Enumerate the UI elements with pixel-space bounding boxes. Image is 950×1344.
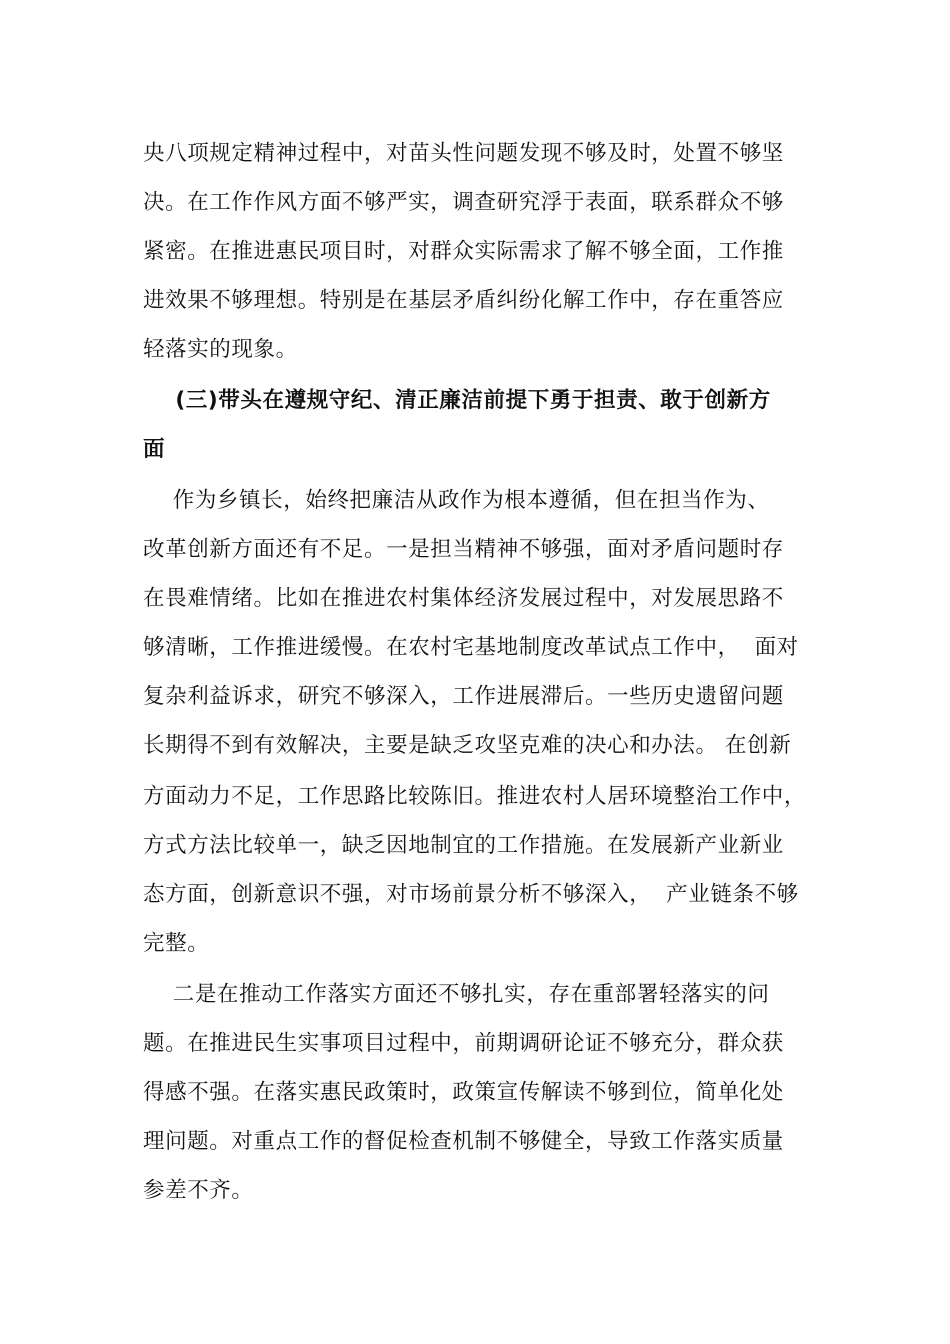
- paragraph-2-line-2: 改革创新方面还有不足。一是担当精神不够强，面对矛盾问题时存: [143, 537, 784, 562]
- paragraph-2-line-5: 复杂利益诉求，研究不够深入，工作进展滞后。一些历史遗留问题: [143, 684, 784, 709]
- paragraph-2-line-6: 长期得不到有效解决，主要是缺乏攻坚克难的决心和办法。 在创新: [143, 733, 792, 758]
- paragraph-3-line-4: 理问题。对重点工作的督促检查机制不够健全，导致工作落实质量: [143, 1129, 784, 1154]
- paragraph-3-line-2: 题。在推进民生实事项目过程中，前期调研论证不够充分，群众获: [143, 1031, 784, 1056]
- paragraph-2-line-1: 作为乡镇长，始终把廉洁从政作为根本遵循，但在担当作为、: [143, 488, 770, 513]
- paragraph-2-line-10: 完整。: [143, 931, 210, 956]
- paragraph-3-line-1: 二是在推动工作落实方面还不够扎实，存在重部署轻落实的问: [143, 982, 770, 1007]
- paragraph-1-line-5: 轻落实的现象。: [143, 337, 298, 362]
- section-heading-line-2: 面: [143, 437, 166, 462]
- paragraph-3-line-5: 参差不齐。: [143, 1178, 254, 1203]
- paragraph-2-line-4: 够清晰，工作推进缓慢。在农村宅基地制度改革试点工作中， 面对: [143, 635, 799, 660]
- paragraph-1-line-4: 进效果不够理想。特别是在基层矛盾纠纷化解工作中，存在重答应: [143, 288, 784, 313]
- paragraph-2-line-9: 态方面，创新意识不强，对市场前景分析不够深入， 产业链条不够: [143, 882, 799, 907]
- paragraph-1-line-1: 央八项规定精神过程中，对苗头性问题发现不够及时，处置不够坚: [143, 141, 784, 166]
- paragraph-3-line-3: 得感不强。在落实惠民政策时，政策宣传解读不够到位，简单化处: [143, 1080, 784, 1105]
- section-heading-line-1: (三)带头在遵规守纪、清正廉洁前提下勇于担责、敢于创新方: [143, 388, 771, 413]
- paragraph-1-line-3: 紧密。在推进惠民项目时，对群众实际需求了解不够全面，工作推: [143, 239, 784, 264]
- paragraph-2-line-8: 方式方法比较单一，缺乏因地制宜的工作措施。在发展新产业新业: [143, 833, 784, 858]
- paragraph-2-line-3: 在畏难情绪。比如在推进农村集体经济发展过程中，对发展思路不: [143, 586, 784, 611]
- paragraph-1-line-2: 决。在工作作风方面不够严实，调查研究浮于表面，联系群众不够: [143, 190, 784, 215]
- paragraph-2-line-7: 方面动力不足，工作思路比较陈旧。推进农村人居环境整治工作中，: [143, 784, 807, 809]
